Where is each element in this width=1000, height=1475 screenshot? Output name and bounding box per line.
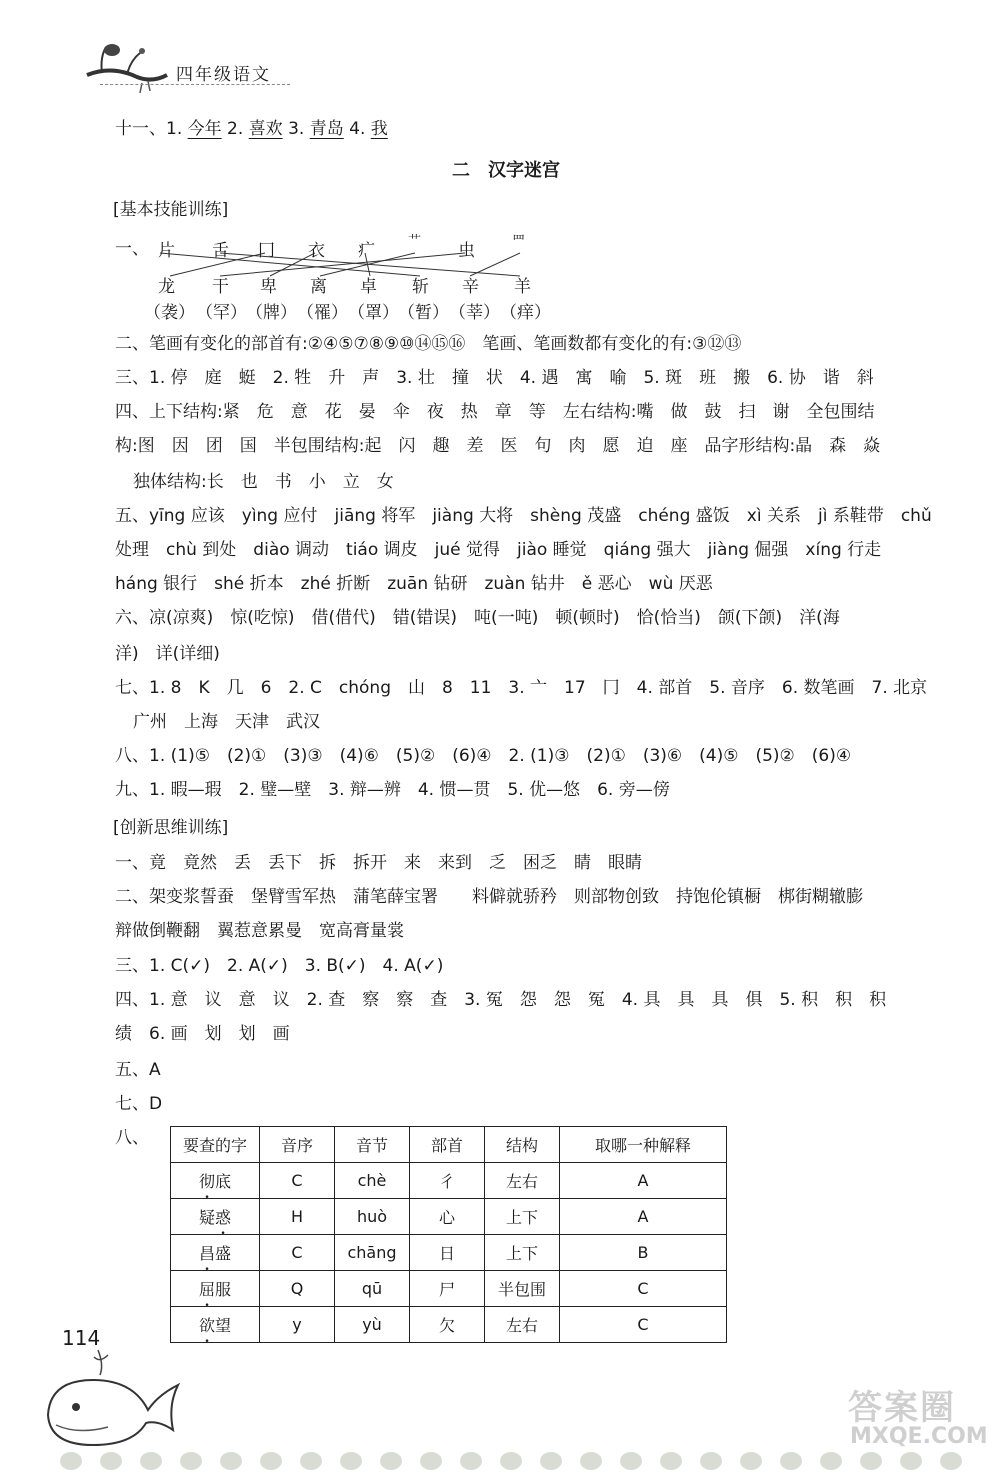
answer-line: 辩做倒鞭翻 翼惹意累曼 宽高膏量裳 xyxy=(115,921,404,941)
table-cell-char: 屈 xyxy=(198,1280,215,1299)
answer-line: 二、架变浆誓蚕 堡臂雪军热 蒲笔薛宝署 料僻就骄矜 则部物创致 持饱伦镇橱 梆街糊辙膨 xyxy=(115,887,863,907)
table-cell: y xyxy=(260,1307,335,1343)
q1-paren-item: （暂） xyxy=(398,303,449,323)
q1-top-item: 舌 xyxy=(212,241,229,261)
answer-line: 七、D xyxy=(115,1094,163,1114)
table-row xyxy=(171,1163,727,1199)
answer-line: 六、凉(凉爽) 惊(吃惊) 借(借代) 错(错误) 吨(一吨) 顿(顿时) 恰(恰当) 颌(下颌) 洋(海 xyxy=(115,608,840,628)
table-cell: yù xyxy=(335,1307,410,1343)
q1-paren-item: （痒） xyxy=(500,303,551,323)
chapter-title: 二 汉字迷宫 xyxy=(452,160,560,181)
table-cell-char: 欲 xyxy=(198,1316,215,1335)
answer-line: háng 银行 shé 折本 zhé 折断 zuān 钻研 zuàn 钻井 ě 恶心 wù 厌恶 xyxy=(115,574,713,594)
q1-bottom-item: 离 xyxy=(310,277,327,297)
prev-answer-prefix: 十一、1. xyxy=(115,119,183,139)
table-header: 音序 xyxy=(260,1127,335,1163)
answer-line: 五、yīng 应该 yìng 应付 jiāng 将军 jiàng 大将 shèng 茂盛 chéng 盛饭 xì 关系 jì 系鞋带 chǔ xyxy=(115,506,932,526)
table-cell: 半包围 xyxy=(485,1271,560,1307)
q1-top-item: 虫 xyxy=(458,241,475,261)
q1-paren-item: （罕） xyxy=(196,303,247,323)
answer-line: 处理 chù 到处 diào 调动 tiáo 调皮 jué 觉得 jiào 睡觉 qiáng 强大 jiàng 倔强 xíng 行走 xyxy=(115,540,882,560)
table-row xyxy=(171,1271,727,1307)
watermark-url: MXQE.COM xyxy=(850,1424,988,1449)
q1-paren-item: （袭） xyxy=(144,303,195,323)
table-cell: qū xyxy=(335,1271,410,1307)
table-cell-char: 惑 xyxy=(215,1208,232,1227)
table-cell-char: 底 xyxy=(215,1172,232,1191)
table-cell: B xyxy=(560,1235,727,1271)
answer-line: 七、1. 8 K 几 6 2. C chóng 山 8 11 3. 亠 17 冂 4. 部首 5. 音序 6. 数笔画 7. 北京 xyxy=(115,678,928,698)
table-header: 音节 xyxy=(335,1127,410,1163)
header-rule xyxy=(100,84,290,85)
prev-answer-line xyxy=(115,118,388,140)
prev-answer-2: 喜欢 xyxy=(248,119,283,139)
table-cell: C xyxy=(260,1163,335,1199)
table-cell-char: 服 xyxy=(215,1280,232,1299)
q1-bottom-item: 卑 xyxy=(260,277,277,297)
table-header: 结构 xyxy=(485,1127,560,1163)
q1-paren-item: （莘） xyxy=(449,303,500,323)
table-cell-char: 盛 xyxy=(215,1244,232,1263)
q1-bottom-item: 龙 xyxy=(158,277,175,297)
table-label: 八、 xyxy=(115,1128,149,1148)
whale-icon xyxy=(38,1345,188,1455)
section-creative-thinking: [创新思维训练] xyxy=(113,818,229,838)
q1-paren-item: （牌） xyxy=(246,303,297,323)
table-cell: 欠 xyxy=(410,1307,485,1343)
table-header-row xyxy=(171,1127,727,1163)
q1-paren-item: （罩） xyxy=(348,303,399,323)
prev-answer-1: 今年 xyxy=(187,119,222,139)
page-number: 114 xyxy=(62,1326,101,1350)
table-cell-char: 疑 xyxy=(198,1208,215,1227)
q1-bottom-item: 干 xyxy=(212,277,229,297)
table-header: 部首 xyxy=(410,1127,485,1163)
answer-line: 四、上下结构:紧 危 意 花 晏 伞 夜 热 章 等 左右结构:嘴 做 鼓 扫 谢 全包围结 xyxy=(115,402,875,422)
answer-line: 独体结构:长 也 书 小 立 女 xyxy=(133,472,394,492)
q1-top-item: 艹 xyxy=(408,234,422,249)
table-cell: A xyxy=(560,1199,727,1235)
table-cell-char: 望 xyxy=(215,1316,232,1335)
q1-bottom-item: 卓 xyxy=(360,277,377,297)
q1-bottom-item: 羊 xyxy=(514,277,531,297)
table-cell: 心 xyxy=(410,1199,485,1235)
answer-line: 绩 6. 画 划 划 画 xyxy=(115,1024,290,1044)
table-cell xyxy=(171,1199,260,1235)
q1-bottom-item: 辛 xyxy=(462,277,479,297)
table-cell: Q xyxy=(260,1271,335,1307)
table-cell: 日 xyxy=(410,1235,485,1271)
section-basic-skills: [基本技能训练] xyxy=(113,200,229,220)
prev-answer-sep-2: 2. xyxy=(227,119,244,139)
table-cell: C xyxy=(260,1235,335,1271)
q1-label: 一、 xyxy=(115,239,149,259)
table-cell: huò xyxy=(335,1199,410,1235)
answer-line: 九、1. 暇—瑕 2. 璧—壁 3. 辩—辨 4. 惯—贯 5. 优—悠 6. 旁—傍 xyxy=(115,780,670,800)
q1-top-item: 片 xyxy=(158,241,175,261)
table-header: 取哪一种解释 xyxy=(560,1127,727,1163)
table-cell xyxy=(171,1163,260,1199)
prev-answer-sep-4: 4. xyxy=(349,119,366,139)
answer-line: 三、1. 停 庭 蜓 2. 牲 升 声 3. 壮 撞 状 4. 遇 寓 喻 5. 斑 班 搬 6. 协 谐 斜 xyxy=(115,368,874,388)
answer-line: 三、1. C(✓) 2. A(✓) 3. B(✓) 4. A(✓) xyxy=(115,956,444,976)
prev-answer-sep-3: 3. xyxy=(288,119,305,139)
answer-line: 一、竟 竟然 丢 丢下 拆 拆开 来 来到 乏 困乏 睛 眼睛 xyxy=(115,853,642,873)
prev-answer-3: 青岛 xyxy=(309,119,344,139)
table-cell-char: 彻 xyxy=(198,1172,215,1191)
table-header: 要查的字 xyxy=(171,1127,260,1163)
answer-line: 八、1. (1)⑤ (2)① (3)③ (4)⑥ (5)② (6)④ 2. (1)③ (2)① (3)⑥ (4)⑤ (5)② (6)④ xyxy=(115,746,852,766)
q1-top-item: 衣 xyxy=(308,241,325,261)
q1-top-item: 罒 xyxy=(512,234,526,249)
table-cell: 左右 xyxy=(485,1307,560,1343)
table-cell: chè xyxy=(335,1163,410,1199)
answer-line: 四、1. 意 议 意 议 2. 查 察 察 查 3. 冤 怨 怨 冤 4. 具 具 具 俱 5. 积 积 积 xyxy=(115,990,887,1010)
table-row xyxy=(171,1199,727,1235)
table-cell xyxy=(171,1235,260,1271)
watermark-logo: 答案圈 xyxy=(848,1388,956,1428)
table-cell: C xyxy=(560,1307,727,1343)
table-row xyxy=(171,1307,727,1343)
table-cell: 上下 xyxy=(485,1199,560,1235)
table-cell: H xyxy=(260,1199,335,1235)
answer-line: 二、笔画有变化的部首有:②④⑤⑦⑧⑨⑩⑭⑮⑯ 笔画、笔画数都有变化的有:③⑫⑬ xyxy=(115,334,742,354)
answer-line: 五、A xyxy=(115,1060,161,1080)
dictionary-table xyxy=(170,1126,727,1343)
table-cell: 上下 xyxy=(485,1235,560,1271)
answer-line: 广州 上海 天津 武汉 xyxy=(133,712,320,732)
branch-bird-icon xyxy=(82,35,172,95)
table-row xyxy=(171,1235,727,1271)
table-cell: 彳 xyxy=(410,1163,485,1199)
header-title: 四年级语文 xyxy=(176,65,271,85)
table-cell xyxy=(171,1271,260,1307)
prev-answer-4: 我 xyxy=(370,119,388,139)
table-cell: chāng xyxy=(335,1235,410,1271)
table-cell xyxy=(171,1307,260,1343)
table-cell-char: 昌 xyxy=(198,1244,215,1263)
q1-top-item: 疒 xyxy=(358,241,375,261)
table-cell: 左右 xyxy=(485,1163,560,1199)
q1-paren-item: （罹） xyxy=(297,303,348,323)
table-cell: 尸 xyxy=(410,1271,485,1307)
answer-line: 洋) 详(详细) xyxy=(115,644,220,664)
q1-top-item: 冂 xyxy=(258,241,275,261)
table-cell: C xyxy=(560,1271,727,1307)
table-cell: A xyxy=(560,1163,727,1199)
q1-match-lines xyxy=(150,250,550,280)
answer-line: 构:图 因 团 国 半包围结构:起 闪 趣 差 医 句 肉 愿 迫 座 品字形结构:晶 森 焱 xyxy=(115,436,881,456)
q1-bottom-item: 斩 xyxy=(412,277,429,297)
